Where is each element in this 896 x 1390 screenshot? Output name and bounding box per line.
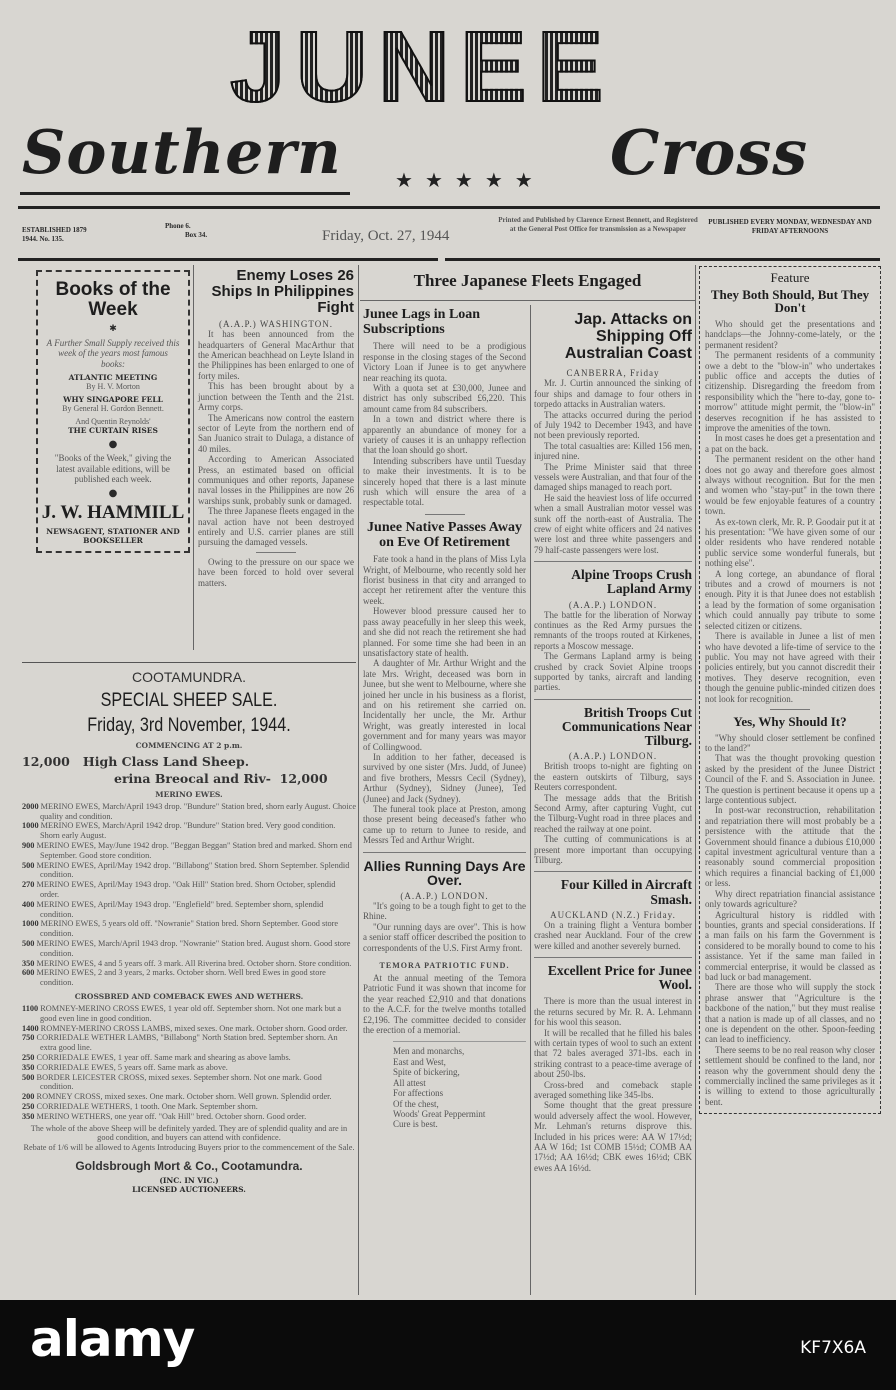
- paragraph: The funeral took place at Preston, among those present being deceased's father who came up to return to Junee to reside, and Messrs Ted and Arthur Wright.: [363, 804, 526, 846]
- sheep-sale-ad: [22, 662, 356, 1194]
- masthead-junee: JUNEE: [230, 11, 614, 123]
- sale-rebate: Rebate of 1/6 will be allowed to Agents Introducing Buyers prior to the commencement of the Sale.: [23, 1143, 355, 1153]
- issue-number: 1944. No. 135.: [22, 235, 64, 243]
- advertiser-trade: NEWSAGENT, STATIONER AND BOOKSELLER: [46, 527, 180, 546]
- dateline: (A.A.P.) LONDON.: [568, 599, 658, 610]
- headline: Four Killed in Aircraft Smash.: [560, 877, 692, 907]
- lot-description: BORDER LEICESTER CROSS, mixed sexes. September shorn. Not one mark. Good condition.: [36, 1072, 322, 1092]
- sale-lot: [22, 1112, 356, 1122]
- sale-lot: [22, 1053, 356, 1063]
- star-icon: ★: [424, 168, 455, 192]
- lot-description: CORRIEDALE WETHERS, 1 tooth. One Mark. September shorn.: [36, 1101, 258, 1111]
- book-author: By General H. Gordon Bennett.: [62, 404, 164, 414]
- paragraph: The Americans now control the eastern sector of Leyte from the northern end of San Juanico strait to Dulaga, a distance of 40 miles.: [198, 412, 354, 454]
- book-author: By H. V. Morton: [86, 382, 140, 392]
- divider-dot: ✱: [109, 323, 117, 334]
- headline: British Troops Cut Communications Near Tilburg.: [561, 704, 692, 749]
- sale-lot: [22, 861, 356, 881]
- books-list: [38, 373, 188, 435]
- books-of-the-week-ad: [36, 270, 190, 553]
- paragraph: In most cases he does get a presentation and a pat on the back.: [705, 433, 875, 454]
- paragraph: However blood pressure caused her to pass away peacefully in her sleep this week, and she did not reach the retirement she had planned. For some time she had been in an unsatisfactory state of health.: [363, 606, 526, 658]
- article-loan: [363, 308, 526, 508]
- paragraph: The three Japanese fleets engaged in the naval action have not been destroyed entirely and U.S. carrier planes are still pursuing the damaged vessels.: [198, 506, 354, 548]
- banner-headline: Three Japanese Fleets Engaged: [413, 271, 642, 290]
- paragraph: A long cortege, an abundance of floral tributes and a crowd of mourners is not enough. Pity it is that Junee does not establish a lead by the formation of some organisation which could annually pay tribute to some selected citizen or citizens.: [705, 568, 875, 631]
- paragraph: The permanent residents of a community owe a debt to the "blow-in" who undertakes public office and accepts the duties of citizenship. Disregarding the freedom from responsibility which the "here to-day, gone to-morrow" attitude might permit, the "blow-in" deserves recognition if he has assisted to improve the amenities of the town.: [705, 350, 875, 433]
- article-body: [534, 996, 692, 1173]
- lot-quantity: 500: [22, 1072, 35, 1082]
- sale-line-2: [22, 771, 356, 786]
- lot-description: ROMNEY-MERINO CROSS LAMBS, mixed sexes. One mark. October shorn. Good order.: [40, 1023, 348, 1033]
- paragraph: That was the thought provoking question asked by the president of the Junee District Council of the F. and S. Association in Junee. The question is pertinent because it opens up a large contentious subject.: [705, 753, 875, 806]
- lot-quantity: 2000: [22, 801, 39, 811]
- headline: Excellent Price for Junee Wool.: [547, 963, 692, 993]
- paragraph: Fate took a hand in the plans of Miss Lyla Wright, of Melbourne, who recently sold her florist business in that city and arranged to accept her retirement after the venture this week.: [363, 554, 526, 606]
- paragraph: It will be recalled that he filled his bales with certain types of wool to such an extent that 72 bales averaged 371-lbs. each in striking contrast to a peace-time average of about 250-lbs.: [534, 1027, 692, 1080]
- divider: [534, 871, 692, 872]
- advertiser-name: J. W. HAMMILL: [41, 502, 185, 524]
- lot-description: MERINO EWES, May/June 1942 drop. "Beggan Beggan" Station bred and marked. Shorn end September. Good store condition.: [36, 841, 352, 860]
- headline: Junee Native Passes Away on Eve Of Retirement: [367, 519, 522, 550]
- paragraph: There is available in Junee a list of men who have devoted a life-time of service to the public. You may not have agreed with their policies entirely, but you cannot discredit their motives. They deserve recognition, even though the genuine public-minded citizen does not look for recognition.: [705, 631, 875, 704]
- sale-line-1: [22, 754, 356, 769]
- paragraph: The cutting of communications is at present more important than occupying Tilburg.: [534, 834, 692, 866]
- article-body: [198, 329, 354, 548]
- article-enemy-loses: [198, 268, 354, 588]
- paragraph: There will need to be a prodigious response in the closing stages of the Second Victory Loan if Junee is to get anywhere near reaching its quota.: [363, 341, 526, 383]
- book-item: [44, 417, 182, 435]
- book-title: ATLANTIC MEETING: [68, 373, 158, 383]
- watermark-brand: alamy: [30, 1310, 195, 1368]
- watermark-image-id: KF7X6A: [800, 1338, 866, 1358]
- lot-description: MERINO EWES, 4 and 5 years off. 3 mark. All Riverina bred. October shorn. Store condition.: [36, 958, 352, 968]
- paragraph: The Prime Minister said that three vessels were Australian, and that four of the damaged ships managed to reach port.: [534, 461, 692, 493]
- lot-quantity: 400: [22, 899, 35, 909]
- established-text: ESTABLISHED 1879: [22, 226, 87, 234]
- verse-line: Spite of bickering,: [393, 1067, 460, 1078]
- lot-description: MERINO EWES, March/April 1943 drop. "Nowranie" Station bred. August shorn. Good store condition.: [36, 939, 351, 958]
- paragraph: "It's going to be a tough fight to get to the Rhine.: [363, 901, 526, 922]
- article-native: [363, 521, 526, 846]
- sale-commencing: COMMENCING AT 2 p.m.: [135, 740, 243, 750]
- book-title: THE CURTAIN RISES: [68, 426, 158, 436]
- sale-lot: [22, 1024, 356, 1034]
- lot-quantity: 1100: [22, 1004, 39, 1014]
- lot-description: MERINO EWES, March/April 1942 drop. "Bundure" Station bred. Very good condition. Shorn early August.: [40, 821, 336, 841]
- feature-headline: They Both Should, But They Don't: [710, 286, 870, 316]
- dateline: AUCKLAND (N.Z.) Friday.: [550, 909, 676, 920]
- lot-description: CORRIEDALE EWES, 5 years off. Same mark as above.: [36, 1062, 228, 1072]
- verse-line: Woods' Great Peppermint: [393, 1108, 486, 1119]
- column-3: [363, 308, 526, 1130]
- paragraph: He said the heaviest loss of life occurred when a small Australian motor vessel was sunk off the north-east of Australia. The crew of eight white officers and 24 natives were lost and three white passengers and 79 half-caste passengers were lost.: [534, 492, 692, 555]
- sale-lot: [22, 1004, 356, 1024]
- article-wool: [534, 964, 692, 1173]
- paragraph: The Germans Lapland army is being crushed by crack Soviet Alpine troops supported by tanks, aircraft and landing parties.: [534, 651, 692, 693]
- lot-quantity: 270: [22, 880, 35, 890]
- verse-line: All attest: [393, 1077, 426, 1088]
- article-aircraft: [534, 878, 692, 951]
- quantity: 12,000: [22, 753, 70, 769]
- paragraph: It has been announced from the headquarters of General MacArthur that the American beachhead on Leyte Island in the Philippines has been enlarged to one of forty miles.: [198, 329, 354, 381]
- lot-quantity: 500: [22, 860, 35, 870]
- lot-description: MERINO EWES, March/April 1943 drop. "Bundure" Station bred, shorn early August. Choice quality and condition.: [40, 801, 356, 821]
- lot-quantity: 250: [22, 1101, 35, 1111]
- lot-quantity: 900: [22, 841, 35, 851]
- lot-description: MERINO EWES, April/May 1943 drop. "Oak Hill" Station bred. Shorn October, splendid order.: [36, 880, 336, 900]
- divider: [425, 514, 465, 515]
- paragraph: Agricultural history is riddled with bounties, grants and special considerations. If a man fails on his farm the Government is considered to be morally bound to come to his assistance. Yet if the same man failed in commercial enterprise, it would be classed as bad luck or bad management.: [705, 909, 875, 982]
- paragraph: Some thought that the great pressure would adversely affect the wool. However, Mr. Lehman's returns disprove this. Included in his prices were: AA W 17½d; AA W 16d; 1st COMB 15½d; COMB AA 17½d; AA 16½d; CBK ewes 16½d; CBK ewes AA 16½d.: [534, 1100, 692, 1173]
- paragraph: As ex-town clerk, Mr. R. P. Goodair put it at his presentation: "We have given some of our older residents who have rendered notable public service some wonderful funerals, but nothing else".: [705, 516, 875, 569]
- sale-lot: [22, 1033, 356, 1053]
- feature-column: [699, 266, 881, 1114]
- paragraph: The attacks occurred during the period of July 1942 to December 1943, and have not been previously reported.: [534, 409, 692, 441]
- column-4: [534, 312, 692, 1173]
- sale-town: COOTAMUNDRA.: [131, 669, 247, 685]
- article-allies: [363, 859, 526, 953]
- article-body: [363, 973, 526, 1035]
- paragraph: "Our running days are over". This is how a senior staff officer described the position to correspondents of the U.S. First Army front.: [363, 921, 526, 953]
- printer-info: Printed and Published by Clarence Ernest Bennett, and Registered at the General Post Office for transmission as a Newspaper: [498, 216, 698, 233]
- lot-quantity: 350: [22, 1062, 35, 1072]
- divider: [770, 709, 810, 710]
- headline: Junee Lags in Loan Subscriptions: [363, 307, 481, 337]
- dateline: (A.A.P.) WASHINGTON.: [219, 319, 333, 330]
- paragraph: At the annual meeting of the Temora Patriotic Fund it was shown that income for the year reached £2,910 and that donations to the A.C.F. for the twelve months totalled £2,196. The committee decided to consider the erection of a memorial.: [363, 973, 526, 1036]
- paragraph: The battle for the liberation of Norway continues as the Red Army pursues the remnants of the troops routed at Kirkenes, reports a Moscow message.: [534, 609, 692, 651]
- phone-info: [165, 222, 225, 240]
- headline: Enemy Loses 26 Ships In Philippines Fight: [211, 267, 354, 316]
- feature-body: [705, 319, 875, 704]
- paragraph: This has been brought about by a junction between the Tenth and the 21st. Army corps.: [198, 381, 354, 413]
- star-icon: ★: [395, 168, 425, 192]
- paragraph: "Why should closer settlement be confined to the land?": [705, 732, 875, 753]
- box-text: Box 34.: [185, 231, 208, 239]
- lot-quantity: 1400: [22, 1023, 39, 1033]
- stock-watermark-bar: [0, 1300, 896, 1390]
- lot-description: MERINO EWES, April/May 1943 drop. "Englefield" bred. September shorn, splendid condition.: [36, 899, 324, 919]
- divider: [534, 561, 692, 562]
- book-item: [44, 373, 182, 391]
- sale-closing: The whole of the above Sheep will be definitely yarded. They are of splendid quality and are in good condition, and buyers can attend with confidence.: [30, 1123, 348, 1143]
- column-divider: [695, 265, 696, 1295]
- lot-description: MERINO EWES, April/May 1942 drop. "Billabong" Station bred. Shorn September. Splendid condition.: [36, 860, 350, 880]
- paragraph: British troops to-night are fighting on the eastern outskirts of Tilburg, says Reuters correspondent.: [534, 761, 692, 793]
- feature-body-2: [705, 733, 875, 1108]
- lot-quantity: 200: [22, 1092, 35, 1102]
- verse-line: Cure is best.: [393, 1119, 438, 1130]
- sale-lot: [22, 939, 356, 959]
- sale-date: Friday, 3rd November, 1944.: [87, 714, 291, 736]
- lot-quantity: 500: [22, 939, 35, 949]
- section-crossbred: CROSSBRED AND COMEBACK EWES AND WETHERS.: [74, 992, 304, 1002]
- publish-schedule: PUBLISHED EVERY MONDAY, WEDNESDAY AND FRIDAY AFTERNOONS: [708, 218, 872, 235]
- masthead-underline: [20, 192, 350, 195]
- verse-line: Men and monarchs,: [393, 1046, 465, 1057]
- sale-lot: [22, 1063, 356, 1073]
- sale-title: SPECIAL SHEEP SALE.: [100, 690, 278, 711]
- paragraph: The message adds that the British Second Army, after capturing Vught, cut the Tilburg-Vught road in three places and reached the railway at one point.: [534, 792, 692, 834]
- lot-description: MERINO EWES, 5 years old off. "Nowranie" Station bred. Shorn September. Good store condition.: [40, 919, 339, 939]
- column-divider: [193, 265, 194, 650]
- paragraph: The permanent resident on the other hand does not go away and therefore goes almost always without recognition. But for the men and women who "stay-put" in the town there would be few enjoyable features of a country town.: [705, 454, 875, 517]
- dateline: CANBERRA, Friday: [566, 368, 660, 379]
- lot-description: CORRIEDALE WETHER LAMBS, "Billabong" North Station bred. September shorn. An extra good line.: [36, 1033, 338, 1053]
- agent-inc: (INC. IN VIC.): [159, 1175, 219, 1185]
- line-text: High Class Land Sheep.: [82, 753, 250, 769]
- article-body: [534, 920, 692, 951]
- paragraph: There is more than the usual interest in the returns secured by Mr. R. A. Lehmann for his wool this season.: [534, 996, 692, 1028]
- paragraph: There are those who will supply the stock phrase answer that "Agriculture is the backbone of the nation," but they must realise that a nation is made up of all classes, and no one is dependent on the other. Spoon-feeding can lead to inefficiency.: [705, 982, 875, 1045]
- article-alpine: [534, 568, 692, 693]
- books-note: "Books of the Week," giving the latest available editions, will be published each week.: [54, 453, 172, 484]
- dateline: (A.A.P.) LONDON.: [568, 751, 658, 762]
- sale-lot: [22, 900, 356, 920]
- sale-lot: [22, 821, 356, 841]
- sale-lot: [22, 841, 356, 861]
- paragraph: In post-war reconstruction, rehabilitation and repatriation there will most probably be a persistence with the attitude that the Government should finance a dubious £10,000 capital investment agricultural venture than a reasonably sound commercial proposition which requires a financial backing of £1,000 or less.: [705, 805, 875, 889]
- star-icon: ★: [484, 168, 515, 192]
- sale-lot: [22, 919, 356, 939]
- notice-text: Owing to the pressure on our space we have been forced to hold over several matters.: [198, 556, 354, 588]
- paragraph: Why direct repatriation financial assistance only towards agriculture?: [705, 888, 875, 910]
- lot-quantity: 350: [22, 958, 35, 968]
- verse-line: Of the chest,: [393, 1098, 439, 1109]
- issue-date: Friday, Oct. 27, 1944: [322, 228, 450, 244]
- column-divider: [530, 305, 531, 1295]
- sale-lot: [22, 880, 356, 900]
- feature-headline-2: Yes, Why Should It?: [733, 713, 847, 729]
- headline: Allies Running Days Are Over.: [363, 857, 526, 889]
- verse: [393, 1041, 526, 1129]
- paragraph: There seems to be no real reason why closer settlement should be confined to the land, nor reason why the government should deny the commercially inclined the same privileges as it is willing to extend to those agriculturally bent.: [705, 1044, 875, 1107]
- book-item: [44, 395, 182, 413]
- divider-dot: ●: [108, 488, 118, 500]
- merino-list: [22, 802, 356, 988]
- masthead-rule: [18, 206, 880, 209]
- lot-description: CORRIEDALE EWES, 1 year off. Same mark and shearing as above lambs.: [36, 1053, 291, 1062]
- quantity: 12,000: [279, 770, 328, 786]
- paragraph: Intending subscribers have until Tuesday to make their investments. It is to be sincerely hoped that there is a last minute rush which will ensure the area of a respectable total.: [363, 455, 526, 508]
- lot-description: MERINO EWES, 2 and 3 years, 2 marks. October shorn. Well bred Ewes in good store condition.: [36, 968, 326, 988]
- masthead-southern: Southern: [22, 118, 342, 188]
- sale-lot: [22, 968, 356, 988]
- crossbred-list: [22, 1004, 356, 1122]
- lot-quantity: 1000: [22, 821, 39, 831]
- sale-lot: [22, 1092, 356, 1102]
- paragraph: In addition to her father, deceased is survived by one sister (Mrs. Judd, of Junee) and five brothers, Messrs Cecil (Sydney), Arthur (Sydney), Sidney (Junee), Ted (Junee) and Jack (Sydney).: [363, 751, 526, 804]
- agent-role: LICENSED AUCTIONEERS.: [132, 1184, 246, 1194]
- paragraph: In a town and district where there is apparently an abundance of money for a variety of causes it is an unhappy reflection that the loan should go short.: [363, 414, 526, 456]
- book-title: WHY SINGAPORE FELL: [63, 395, 163, 405]
- book-author: And Quentin Reynolds': [75, 417, 151, 427]
- paragraph: According to American Associated Press, an estimated based on official communiques and other reports, Japanese naval losses in the Philippines are now 26 warships sunk, probably sunk or damaged.: [198, 454, 354, 506]
- lot-quantity: 350: [22, 1111, 35, 1121]
- lot-quantity: 600: [22, 968, 35, 978]
- article-body: [363, 554, 526, 845]
- infobar-rule-left: [18, 258, 438, 261]
- article-body: [363, 341, 526, 508]
- sale-lot: [22, 802, 356, 822]
- paragraph: Mr. J. Curtin announced the sinking of four ships and damage to four others in torpedo attacks in Australian waters.: [534, 378, 692, 410]
- headline: Alpine Troops Crush Lapland Army: [571, 567, 692, 597]
- space-notice: [198, 557, 354, 588]
- section-merino: MERINO EWES.: [155, 789, 223, 799]
- headline: TEMORA PATRIOTIC FUND.: [379, 961, 510, 971]
- dateline: (A.A.P.) LONDON.: [400, 891, 489, 901]
- article-temora: [363, 961, 526, 1130]
- lot-description: ROMNEY CROSS, mixed sexes. One mark. October shorn. Well grown. Splendid order.: [36, 1092, 332, 1102]
- star-icon: ★: [514, 168, 545, 192]
- column-divider: [358, 265, 359, 1295]
- lot-quantity: 1000: [22, 919, 39, 929]
- article-body: [534, 761, 692, 865]
- agent-name: Goldsbrough Mort & Co., Cootamundra.: [75, 1158, 303, 1173]
- verse-line: East and West,: [393, 1056, 446, 1067]
- books-title: Books of the Week: [55, 279, 171, 320]
- infobar-rule-right: [445, 258, 880, 261]
- masthead-cross: Cross: [610, 116, 809, 189]
- article-body: [534, 610, 692, 693]
- paragraph: Cross-bred and comeback staple averaged something like 345-lbs.: [534, 1079, 692, 1101]
- headline: Jap. Attacks on Shipping Off Australian Coast: [564, 311, 692, 362]
- star-icon: ★: [454, 168, 485, 192]
- paragraph: On a training flight a Ventura bomber crashed near Auckland. Four of the crew were killed and another severely burned.: [534, 919, 692, 951]
- sale-lot: [22, 1073, 356, 1093]
- lot-description: ROMNEY-MERINO CROSS EWES, 1 year old off. September shorn. Not one mark but a good even line in good condition.: [40, 1004, 342, 1023]
- divider: [534, 699, 692, 700]
- established: [22, 226, 122, 244]
- article-body: [534, 378, 692, 555]
- divider-dot: ●: [108, 439, 118, 451]
- sale-lot: [22, 1102, 356, 1112]
- divider: [363, 852, 526, 853]
- banner-rule: [360, 300, 695, 301]
- divider: [534, 957, 692, 958]
- masthead-stars: [395, 168, 545, 192]
- paragraph: The total casualties are: Killed 156 men, injured nine.: [534, 440, 692, 462]
- phone-text: Phone 6.: [165, 222, 191, 230]
- verse-line: For affections: [393, 1088, 444, 1099]
- books-intro: A Further Small Supply received this week of the years most famous books:: [46, 337, 180, 369]
- paragraph: A daughter of Mr. Arthur Wright and the late Mrs. Wright, deceased was born in Junee, but she went to Melbourne, where she joined her uncle in his business as a florist, and on his retirement she carried on. Incidentally her uncle, the Mr. Arthur Wright, was greatly interested in local government and for many years was mayor of Collingwood.: [363, 658, 526, 752]
- feature-kicker: Feature: [770, 270, 810, 285]
- sale-lot: [22, 959, 356, 969]
- article-british: [534, 706, 692, 866]
- article-body: [363, 901, 526, 953]
- lot-quantity: 750: [22, 1033, 35, 1043]
- paragraph: With a quota set at £30,000, Junee and district has only subscribed £6,220. This amount came from 84 subscribers.: [363, 383, 526, 414]
- line-text: erina Breocal and Riv-: [114, 770, 271, 786]
- paragraph: Who should get the presentations and handclaps—the Johnny-come-lately, or the permanent resident?: [705, 318, 875, 350]
- divider: [256, 552, 296, 553]
- article-jap-attacks: [534, 312, 692, 555]
- lot-quantity: 250: [22, 1053, 35, 1062]
- lot-description: MERINO WETHERS, one year off. "Oak Hill" bred. October shorn. Good order.: [36, 1111, 307, 1121]
